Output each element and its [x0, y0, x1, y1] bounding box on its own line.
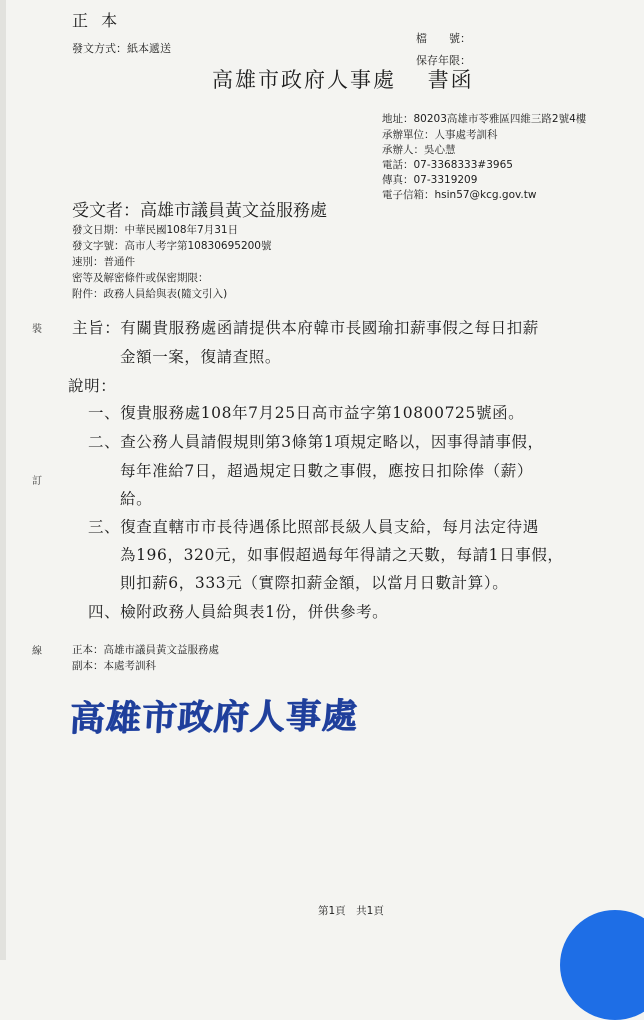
- explanation-item-2-line-2: 每年准給7日，超過規定日數之事假，應按日扣除俸（薪）: [120, 462, 533, 480]
- issue-date: 發文日期：中華民國108年7月31日: [72, 224, 239, 236]
- subject-line-2: 金額一案，復請查照。: [120, 348, 282, 366]
- binding-mark-bottom: 線: [32, 646, 42, 657]
- contact-officer: 承辦人：吳心慧: [382, 144, 456, 156]
- explanation-item-3-line-1: 三、復查直轄市市長待遇係比照部長級人員支給，每月法定待遇: [88, 518, 539, 536]
- attachment: 附件：政務人員給與表(隨文引入): [72, 288, 228, 300]
- original-copy-mark: 正 本: [72, 11, 122, 30]
- document-number: 發文字號：高市人考字第10830695200號: [72, 240, 272, 252]
- send-method: 發文方式：紙本遞送: [72, 42, 171, 55]
- contact-fax: 傳真：07-3319209: [382, 174, 478, 186]
- agency-stamp: 高雄市政府人事處: [68, 696, 360, 740]
- file-number-label: 檔 號：: [416, 32, 471, 45]
- contact-phone: 電話：07-3368333#3965: [382, 159, 513, 171]
- confidentiality: 密等及解密條件或保密期限：: [72, 272, 209, 284]
- contact-email: 電子信箱：hsin57@kcg.gov.tw: [382, 189, 537, 201]
- document-title: 高雄市政府人事處 書函: [212, 68, 474, 92]
- binding-mark-middle: 訂: [32, 476, 42, 487]
- blue-corner-shape: [560, 910, 644, 1020]
- explanation-item-3-line-3: 則扣薪6，333元（實際扣薪金額，以當月日數計算）。: [120, 574, 509, 592]
- binding-mark-top: 裝: [32, 324, 42, 335]
- explanation-item-2-line-1: 二、查公務人員請假規則第3條第1項規定略以，因事得請事假，: [88, 433, 544, 451]
- subject-line-1: 主旨：有關貴服務處函請提供本府韓市長國瑜扣薪事假之每日扣薪: [72, 319, 539, 337]
- recipient: 受文者：高雄市議員黃文益服務處: [72, 201, 327, 221]
- explanation-item-1: 一、復貴服務處108年7月25日高市益字第10800725號函。: [88, 404, 525, 422]
- cc-original: 正本：高雄市議員黃文益服務處: [72, 644, 219, 656]
- page-number: 第1頁 共1頁: [318, 905, 384, 917]
- retention-label: 保存年限：: [416, 54, 471, 67]
- contact-unit: 承辦單位：人事處考訓科: [382, 129, 498, 141]
- explanation-label: 說明：: [68, 377, 117, 395]
- delivery-speed: 速別：普通件: [72, 256, 135, 268]
- explanation-item-2-line-3: 給。: [120, 490, 153, 508]
- explanation-item-4: 四、檢附政務人員給與表1份，併供參考。: [88, 603, 389, 621]
- cc-copy: 副本：本處考訓科: [72, 660, 156, 672]
- explanation-item-3-line-2: 為196，320元，如事假超過每年得請之天數，每請1日事假，: [120, 546, 564, 564]
- scan-edge: [0, 0, 6, 960]
- contact-address: 地址：80203高雄市苓雅區四維三路2號4樓: [382, 113, 587, 125]
